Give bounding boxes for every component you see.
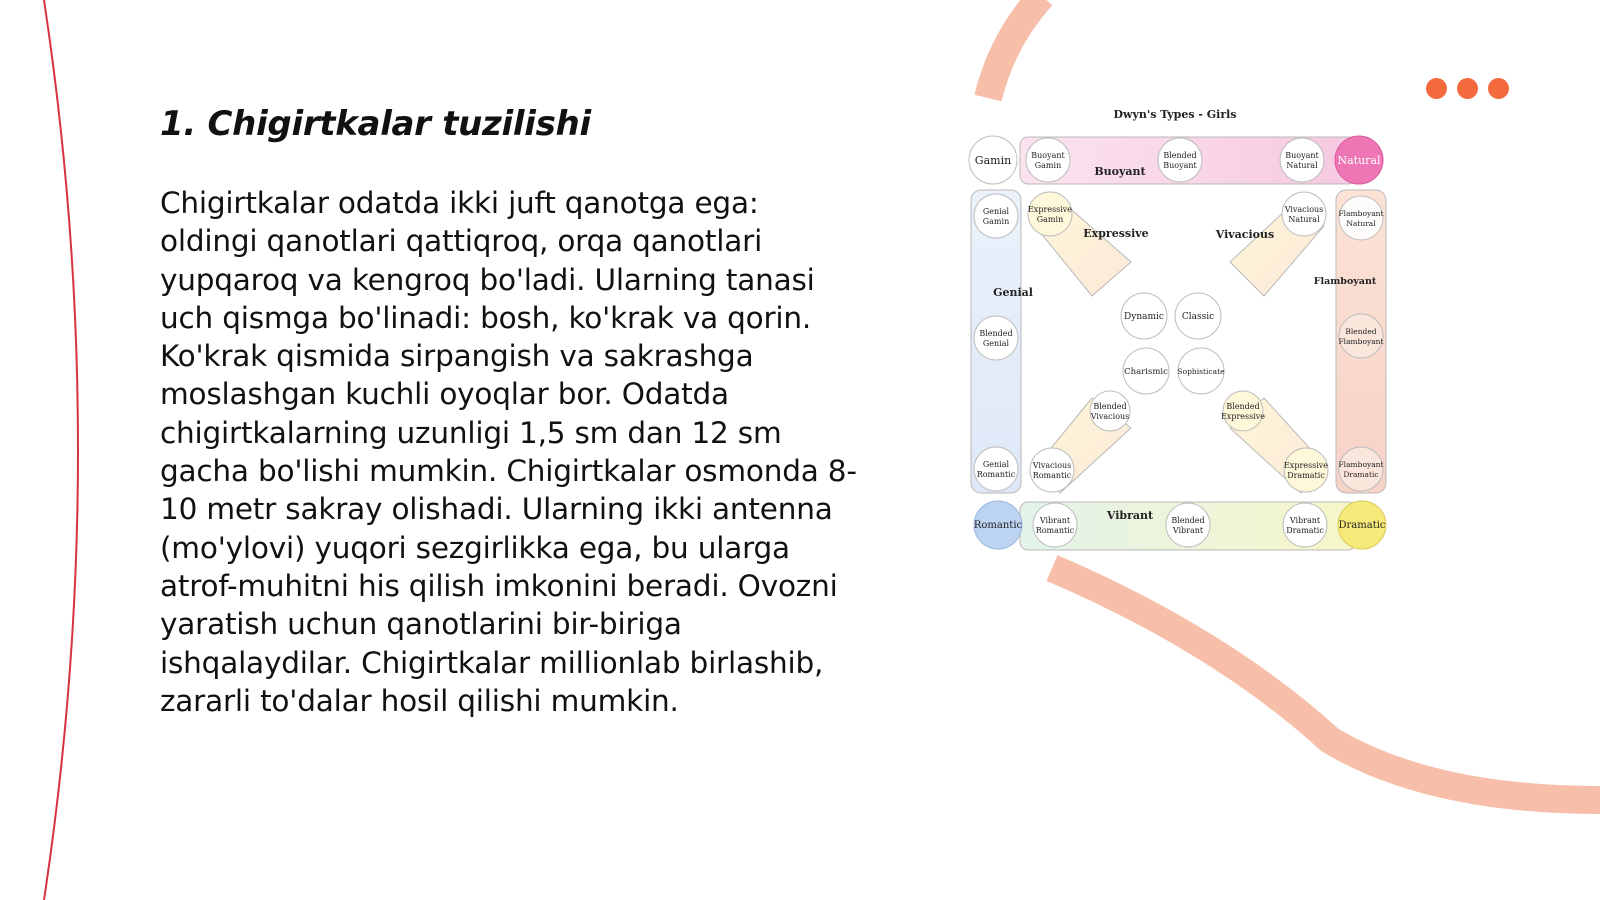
svg-text:Sophisticate: Sophisticate — [1177, 367, 1225, 376]
svg-text:Dramatic: Dramatic — [1287, 471, 1325, 480]
corner-romantic — [974, 501, 1023, 549]
node-dynamic — [1121, 293, 1167, 339]
svg-text:Expressive: Expressive — [1220, 412, 1266, 421]
node-genial-romantic — [974, 447, 1018, 491]
buoyant-label: Buoyant — [1094, 165, 1146, 178]
svg-text:Genial: Genial — [982, 207, 1010, 216]
svg-text:Buoyant: Buoyant — [1163, 161, 1197, 170]
svg-text:Natural: Natural — [1337, 154, 1381, 167]
svg-text:Vivacious: Vivacious — [1032, 461, 1072, 470]
node-buoyant-gamin — [1026, 138, 1070, 182]
svg-text:Blended: Blended — [1226, 402, 1260, 411]
svg-text:Genial: Genial — [982, 460, 1010, 469]
svg-text:Blended: Blended — [1171, 516, 1205, 525]
svg-text:Dramatic: Dramatic — [1338, 520, 1386, 531]
orange-arc-top — [988, 0, 1042, 98]
svg-text:Dynamic: Dynamic — [1124, 312, 1164, 322]
svg-text:Natural: Natural — [1346, 219, 1376, 228]
decorative-dots — [1426, 78, 1509, 99]
flamboyant-label: Flamboyant — [1313, 276, 1377, 287]
node-blended-vibrant — [1166, 503, 1210, 547]
svg-text:Flamboyant: Flamboyant — [1338, 460, 1384, 469]
left-curve-line — [44, 0, 78, 900]
svg-text:Expressive: Expressive — [1283, 461, 1329, 470]
node-vivacious-romantic — [1030, 448, 1074, 492]
svg-text:Blended: Blended — [1163, 151, 1197, 160]
slide-body-text: Chigirtkalar odatda ikki juft qanotga ega: oldingi qanotlari qattiqroq, orqa qanotlari yupqaroq va kengroq bo'ladi. Ularning tanasi uch qismga bo'linadi: bosh, ko'krak va qorin. Ko'krak qismida sirpangish va sakrashga moslashgan kuchli oyoqlar bor. Odatda chigirtkalarning uzunligi 1,5 sm dan 12 sm gacha bo'lishi mumkin. Chigirtkalar osmonda 8-10 metr sakray olishadi. Ularning ikki antenna (mo'ylovi) yuqori sezgirlikka ega, bu ularga atrof-muhitni his qilish imkonini beradi. Ovozni yaratish uchun qanotlarini bir-biriga ishqalaydilar. Chigirtkalar millionlab birlashib, zararli to'dalar hosil qilishi mumkin. — [160, 186, 857, 718]
corner-dramatic — [1338, 501, 1386, 549]
node-vivacious-natural — [1282, 192, 1326, 236]
svg-text:Dramatic: Dramatic — [1343, 470, 1379, 479]
dot-icon — [1457, 78, 1478, 99]
node-blended-flamboyant — [1338, 314, 1383, 358]
slide-title: 1. Chigirtkalar tuzilishi — [160, 104, 591, 144]
svg-text:Charismic: Charismic — [1124, 367, 1168, 377]
svg-text:Flamboyant: Flamboyant — [1338, 337, 1384, 346]
svg-text:Gamin: Gamin — [1034, 161, 1062, 170]
node-blended-genial — [974, 316, 1018, 360]
dot-icon — [1488, 78, 1509, 99]
orange-arc-bottom — [1052, 568, 1600, 800]
svg-text:Romantic: Romantic — [1032, 471, 1072, 480]
svg-text:Flamboyant: Flamboyant — [1338, 209, 1384, 218]
node-sophisticate — [1177, 348, 1225, 394]
svg-text:Vibrant: Vibrant — [1172, 526, 1204, 535]
corner-gamin — [969, 136, 1017, 184]
svg-text:Vivacious: Vivacious — [1090, 412, 1130, 421]
svg-text:Buoyant: Buoyant — [1285, 151, 1319, 160]
node-expressive-dramatic — [1284, 448, 1328, 492]
expressive-label: Expressive — [1083, 227, 1149, 240]
svg-text:Genial: Genial — [982, 339, 1010, 348]
dot-icon — [1426, 78, 1447, 99]
node-buoyant-natural — [1280, 138, 1324, 182]
diagram-title: Dwyn's Types - Girls — [1113, 108, 1237, 121]
corner-natural — [1335, 136, 1383, 184]
svg-text:Natural: Natural — [1288, 215, 1320, 224]
svg-text:Vibrant: Vibrant — [1289, 516, 1321, 525]
genial-label: Genial — [993, 286, 1033, 299]
dwyn-types-diagram — [964, 100, 1396, 560]
svg-text:Vibrant: Vibrant — [1039, 516, 1071, 525]
node-expressive-gamin — [1028, 192, 1072, 236]
svg-text:Blended: Blended — [1093, 402, 1127, 411]
svg-text:Romantic: Romantic — [973, 520, 1023, 531]
node-charismic — [1123, 348, 1169, 394]
svg-text:Vivacious: Vivacious — [1284, 205, 1324, 214]
svg-text:Gamin: Gamin — [982, 217, 1010, 226]
svg-text:Romantic: Romantic — [976, 470, 1016, 479]
svg-text:Gamin: Gamin — [1036, 215, 1064, 224]
svg-text:Blended: Blended — [1345, 327, 1377, 336]
svg-text:Gamin: Gamin — [974, 154, 1012, 167]
svg-text:Buoyant: Buoyant — [1031, 151, 1065, 160]
svg-text:Expressive: Expressive — [1027, 205, 1073, 214]
svg-text:Dramatic: Dramatic — [1286, 526, 1324, 535]
node-vibrant-dramatic — [1283, 503, 1327, 547]
node-blended-buoyant — [1158, 138, 1202, 182]
node-classic — [1175, 293, 1221, 339]
node-genial-gamin — [974, 194, 1018, 238]
node-blended-vivacious — [1090, 391, 1130, 431]
vivacious-label: Vivacious — [1215, 228, 1275, 241]
svg-text:Blended: Blended — [979, 329, 1013, 338]
node-vibrant-romantic — [1033, 503, 1077, 547]
svg-text:Natural: Natural — [1286, 161, 1318, 170]
svg-text:Romantic: Romantic — [1035, 526, 1075, 535]
vibrant-label: Vibrant — [1106, 509, 1154, 522]
svg-text:Classic: Classic — [1181, 312, 1215, 322]
node-flamboyant-natural — [1338, 196, 1383, 240]
node-flamboyant-dramatic — [1338, 447, 1383, 491]
